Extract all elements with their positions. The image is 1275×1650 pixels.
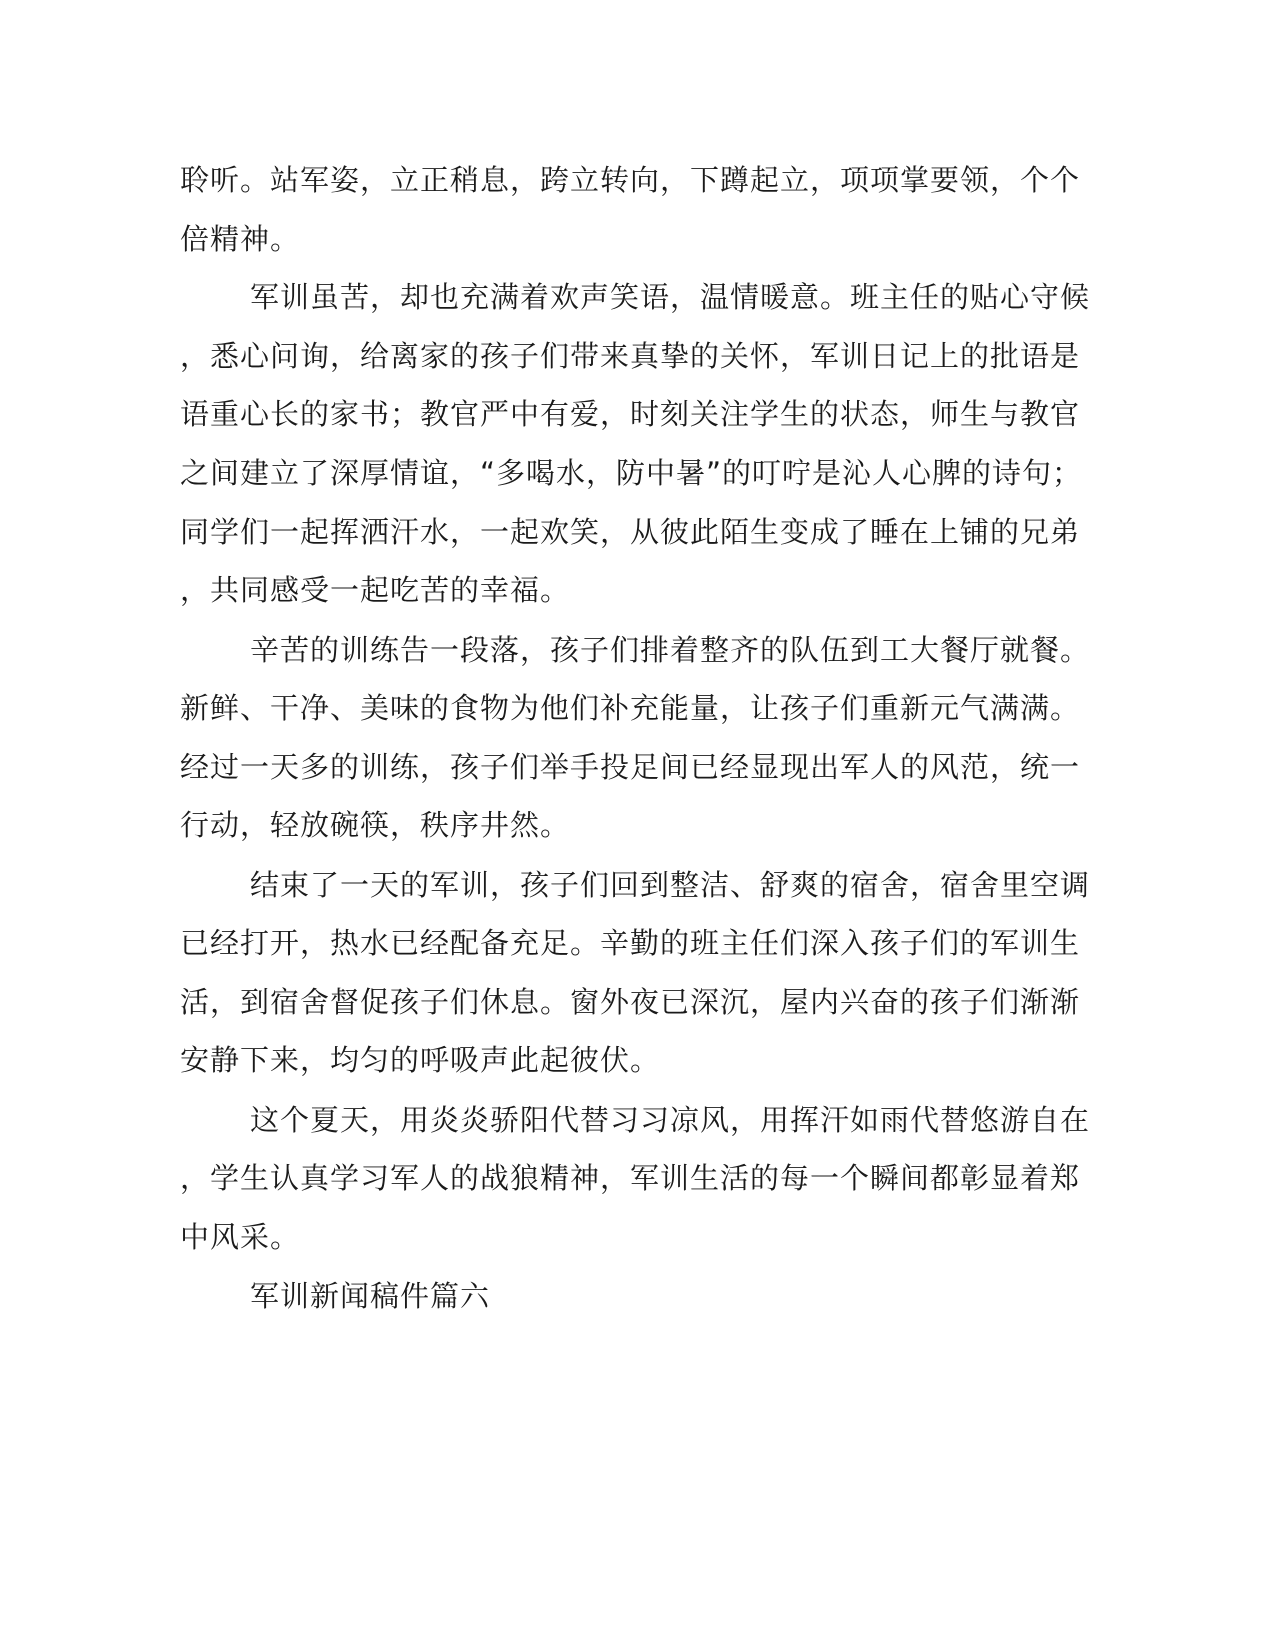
text-line-1: 聆听。站军姿，立正稍息，跨立转向，下蹲起立，项项掌要领，个个 <box>180 163 1081 197</box>
text-line-2: 倍精神。 <box>180 222 301 256</box>
text-line-3: 军训虽苦，却也充满着欢声笑语，温情暖意。班主任的贴心守候 <box>250 280 1091 314</box>
text-line-4: ，悉心问询，给离家的孩子们带来真挚的关怀，军训日记上的批语是 <box>180 339 1081 373</box>
text-line-13: 结束了一天的军训，孩子们回到整洁、舒爽的宿舍，宿舍里空调 <box>250 868 1091 902</box>
text-line-11: 经过一天多的训练，孩子们举手投足间已经显现出军人的风范，统一 <box>180 750 1081 784</box>
text-line-9: 辛苦的训练告一段落，孩子们排着整齐的队伍到工大餐厅就餐。 <box>250 633 1091 667</box>
text-line-14: 已经打开，热水已经配备充足。辛勤的班主任们深入孩子们的军训生 <box>180 926 1081 960</box>
text-line-12: 行动，轻放碗筷，秩序井然。 <box>180 808 571 842</box>
text-line-18: ，学生认真学习军人的战狼精神，军训生活的每一个瞬间都彰显着郑 <box>180 1161 1081 1195</box>
text-line-7: 同学们一起挥洒汗水，一起欢笑，从彼此陌生变成了睡在上铺的兄弟 <box>180 515 1081 549</box>
text-line-19: 中风采。 <box>180 1220 301 1254</box>
text-line-16: 安静下来，均匀的呼吸声此起彼伏。 <box>180 1043 661 1077</box>
text-line-6: 之间建立了深厚情谊，“多喝水，防中暑”的叮咛是沁人心脾的诗句； <box>180 456 1083 490</box>
text-line-15: 活，到宿舍督促孩子们休息。窗外夜已深沉，屋内兴奋的孩子们渐渐 <box>180 985 1081 1019</box>
section-heading: 军训新闻稿件篇六 <box>250 1279 491 1313</box>
text-line-17: 这个夏天，用炎炎骄阳代替习习凉风，用挥汗如雨代替悠游自在 <box>250 1103 1091 1137</box>
text-line-10: 新鲜、干净、美味的食物为他们补充能量，让孩子们重新元气满满。 <box>180 691 1081 725</box>
text-line-8: ，共同感受一起吃苦的幸福。 <box>180 573 571 607</box>
text-line-5: 语重心长的家书；教官严中有爱，时刻关注学生的状态，师生与教官 <box>180 397 1081 431</box>
